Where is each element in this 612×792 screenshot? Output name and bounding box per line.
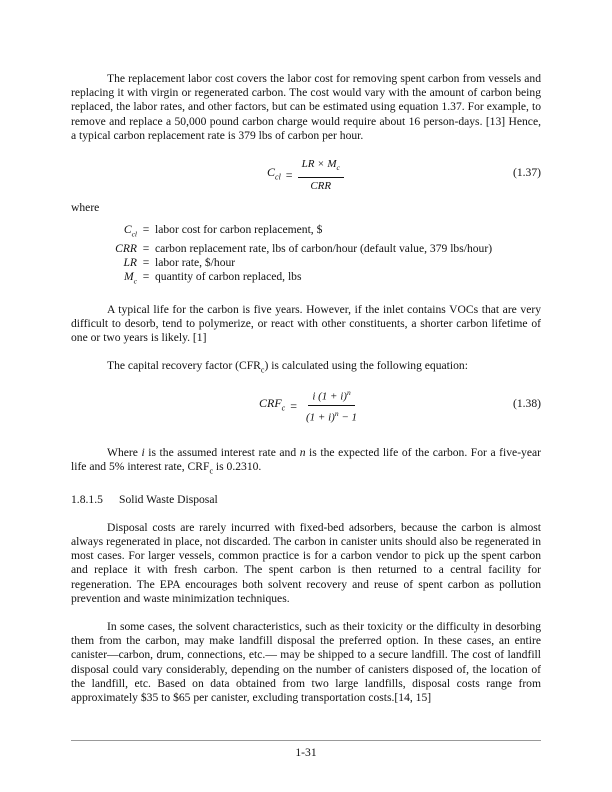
equation-1-37-body: [267, 153, 344, 197]
variable-description: labor rate, $/hour: [155, 255, 236, 269]
variable-description: quantity of carbon replaced, lbs: [155, 270, 302, 284]
variable-symbol: CRR: [115, 241, 137, 255]
fraction-numerator: i $(1 + i)^n$: [308, 386, 354, 406]
variable-definitions: [91, 223, 541, 288]
variable-symbol: LR: [123, 255, 137, 269]
equation-fraction: [298, 157, 344, 193]
footer-divider: [71, 740, 541, 741]
equation-number: (1.37): [512, 166, 541, 180]
document-page: [71, 72, 541, 705]
variable-equals: =: [142, 255, 150, 269]
equals-sign: =: [290, 398, 298, 413]
fraction-numerator: LR × $M_c$: [298, 157, 344, 177]
fraction-denominator: $(1 + i)^n - 1$: [306, 409, 358, 424]
where-label: where: [71, 201, 100, 215]
variable-equals: =: [142, 241, 150, 255]
page-number: 1-31: [295, 746, 317, 759]
paragraph-landfill: In some cases, the solvent characteristics, such as their toxicity or the difficulty in desorbing them from the carbon, may make landfill disposal the preferred option. In these cases, an entire canister—carbon, drum, connections, etc.— may be shipped to a secure landfill. The cost of landfill disposal could vary considerably, depending on the number of canisters disposed of, the location of the landfill, etc. Based on data obtained from two large landfills, disposal costs range from approximately $35 to $65 per canister, excluding transportation costs.[14, 15]: [71, 619, 541, 704]
section-title: Solid Waste Disposal: [119, 492, 218, 506]
fraction-denominator: CRR: [310, 179, 332, 192]
equation-fraction: [302, 386, 361, 425]
variable-description: labor cost for carbon replacement, $: [155, 223, 323, 237]
variable-symbol: $M_c$: [123, 270, 137, 286]
equation-1-38-body: [259, 384, 361, 428]
paragraph-disposal: Disposal costs are rarely incurred with fixed-bed adsorbers, because the carbon is almost always regenerated in place, not discarded. The carbon in canister units should also be regenerated in most cases. For larger vessels, common practice is for a carbon vendor to pick up the spent carbon and replace it with fresh carbon. The spent carbon is then returned to a central facility for regeneration. The EPA encourages both solvent recovery and reuse of spent carbon as pollution prevention and waste minimization techniques.: [71, 520, 541, 605]
equation-lhs: $CRF_c$: [259, 395, 286, 413]
variable-equals: =: [142, 223, 150, 237]
paragraph-crf-intro: The capital recovery factor $(CFR_c)$ is calculated using the following equation:: [107, 359, 468, 375]
section-number: 1.8.1.5: [71, 492, 103, 506]
variable-equals: =: [142, 270, 150, 284]
paragraph-labor-cost: The replacement labor cost covers the labor cost for removing spent carbon from vessels and replacing it with virgin or regenerated carbon. The cost would vary with the amount of carbon being replaced, the labor rates, and other factors, but can be estimated using equation 1.37. For example, to remove and replace a 50,000 pound carbon charge would require about 16 person-days. [13] Hence, a typical carbon replacement rate is 379 lbs of carbon per hour.: [71, 72, 541, 142]
equation-1-38: [71, 384, 541, 430]
paragraph-crf-explain: Where i is the assumed interest rate and n is the expected life of the carbon. For a five-year life and 5% interest rate, $CRF_c$ is 0.2310.: [71, 445, 542, 476]
equation-lhs: $C_{cl}$: [267, 165, 281, 182]
variable-description: carbon replacement rate, lbs of carbon/hour (default value, 379 lbs/hour): [155, 241, 493, 255]
variable-symbol: $C_{cl}$: [123, 223, 137, 239]
equals-sign: =: [285, 167, 293, 182]
section-heading: [71, 493, 541, 507]
equation-number: (1.38): [512, 396, 541, 410]
paragraph-carbon-life: A typical life for the carbon is five years. However, if the inlet contains VOCs that are very difficult to desorb, tend to polymerize, or react with other constituents, a shorter carbon lifetime of one or two years is likely. [1]: [71, 302, 541, 345]
equation-1-37: [71, 153, 541, 197]
